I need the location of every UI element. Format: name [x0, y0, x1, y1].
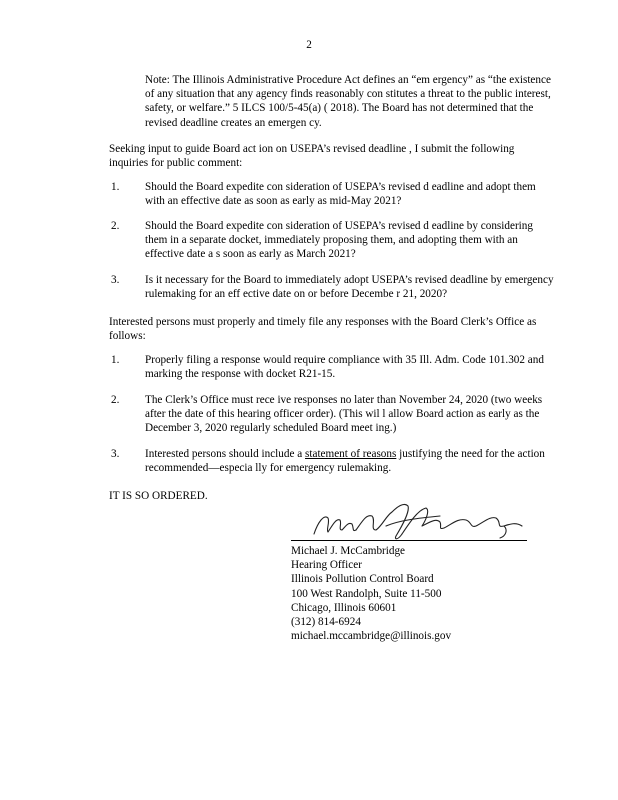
- inquiry-text: Should the Board expedite con sideration of USEPA’s revised d eadline and adopt them with an effective date as soon as early as mid-May 2021?: [145, 181, 536, 208]
- filing-intro-paragraph: Interested persons must properly and timely file any responses with the Board Clerk’s Office as follows:: [109, 316, 537, 343]
- step-text-after: justifying the need for the action recommended—especia lly for emergency rulemaking.: [145, 448, 545, 475]
- step-number: 1.: [111, 354, 120, 366]
- intro-paragraph: [109, 142, 555, 170]
- step-text: The Clerk’s Office must rece ive responses no later than November 24, 2020 (two weeks after the date of this hearing officer order). (This wil l allow Board action as early as the December 3, 2020 regularly scheduled Board meet ing.): [145, 394, 543, 435]
- inquiry-number: 2.: [111, 220, 120, 232]
- step-text-before: Interested persons should include a: [145, 448, 306, 460]
- handwritten-signature: [290, 496, 535, 542]
- signer-address-line-2: Chicago, Illinois 60601: [291, 601, 397, 614]
- intro-text: Seeking input to guide Board act ion on USEPA’s revised deadline , I submit the following inquiries for public comment:: [109, 143, 515, 170]
- step-number: 2.: [111, 394, 120, 406]
- signer-name: Michael J. McCambridge: [291, 545, 406, 557]
- inquiry-number: 1.: [111, 181, 120, 193]
- signer-phone: (312) 814-6924: [291, 615, 361, 628]
- signer-email: michael.mccambridge@illinois.gov: [291, 630, 452, 643]
- signature-block: [291, 544, 531, 643]
- inquiry-text: Is it necessary for the Board to immediately adopt USEPA’s revised deadline by emergency rulemaking for an eff ective date on or before Decembe r 21, 2020?: [145, 274, 554, 301]
- signer-organization: Illinois Pollution Control Board: [291, 573, 434, 586]
- note-paragraph: Note: The Illinois Administrative Procedure Act defines an “em ergency” as “the existence of any situation that any agency finds reasonably con stitutes a threat to the public interest, safety, or welfare.” 5 ILCS 100/5-45(a) ( 2018). The Board has not determined that the revised deadline creates an emergen cy.: [145, 74, 551, 129]
- signer-address-line-1: 100 West Randolph, Suite 11-500: [291, 587, 442, 600]
- signature-line: [291, 540, 527, 541]
- closing-order: IT IS SO ORDERED.: [109, 490, 208, 502]
- signer-title: Hearing Officer: [291, 559, 362, 572]
- inquiry-text: Should the Board expedite con sideration of USEPA’s revised d eadline by considering them in a separate docket, immediately proposing them, and adopting them with an effective date a s soon as early as March 2021?: [145, 220, 533, 261]
- inquiry-number: 3.: [111, 274, 120, 286]
- step-text: [145, 447, 555, 475]
- step-text: Properly filing a response would require compliance with 35 Ill. Adm. Code 101.302 and marking the response with docket R21-15.: [145, 354, 544, 381]
- statement-of-reasons-underlined: statement of reasons: [305, 448, 397, 460]
- page-number: 2: [306, 39, 312, 51]
- step-number: 3.: [111, 448, 120, 460]
